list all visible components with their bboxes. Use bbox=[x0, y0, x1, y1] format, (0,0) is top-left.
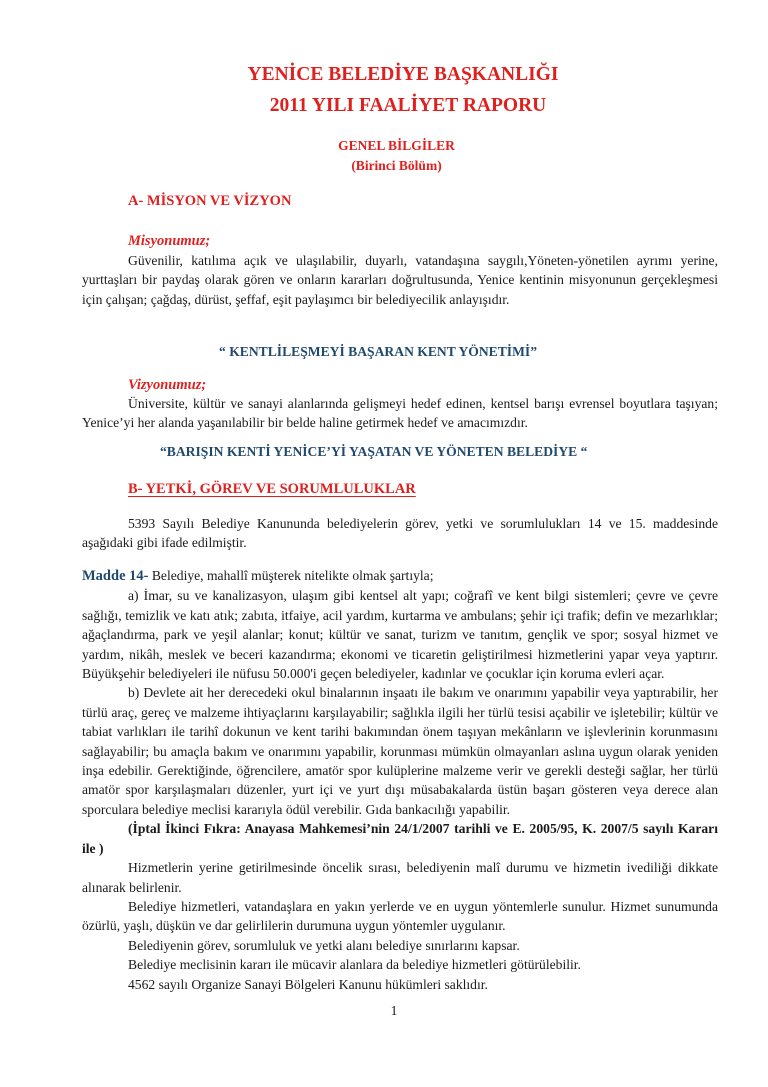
council-paragraph: Belediye meclisinin kararı ile mücavir alanlara da belediye hizmetleri götürülebilir. bbox=[128, 957, 581, 973]
heading-mission-vision: A- MİSYON VE VİZYON bbox=[128, 193, 292, 209]
page-number: 1 bbox=[390, 1003, 398, 1018]
heading-authority-duties: B- YETKİ, GÖREV VE SORUMLULUKLAR bbox=[128, 481, 416, 497]
vision-label: Vizyonumuz; bbox=[128, 377, 207, 393]
mission-label: Misyonumuz; bbox=[128, 233, 211, 249]
section-title: GENEL BİLGİLER bbox=[338, 138, 455, 153]
madde-label: Madde 14- bbox=[82, 568, 149, 584]
law-intro: 5393 Sayılı Belediye Kanununda belediyelerin görev, yetki ve sorumlulukları 14 ve 15. maddesinde aşağıdaki gibi ifade edilmiştir. bbox=[82, 516, 718, 551]
madde-intro: Belediye, mahallî müşterek nitelikte olmak şartıyla; bbox=[148, 568, 434, 583]
section-subtitle: (Birinci Bölüm) bbox=[351, 158, 442, 173]
mission-text: Güvenilir, katılıma açık ve ulaşılabilir, duyarlı, vatandaşına saygılı,Yöneten-yönetilen ayrımı yerine, yurttaşları bir paydaş olarak gören ve onların kararları doğrultusunda, Yenice kentinin misyonunun gerçekleşmesi için çalışan; çağdaş, dürüst, şeffaf, eşit paylaşımcı bir belediyecilik anlayışıdır. bbox=[82, 253, 718, 307]
limits-paragraph: Belediyenin görev, sorumluluk ve yetki alanı belediye sınırlarını kapsar. bbox=[128, 937, 520, 953]
report-title-line2: 2011 YILI FAALİYET RAPORU bbox=[269, 95, 547, 116]
report-title-line1: YENİCE BELEDİYE BAŞKANLIĞI bbox=[247, 64, 559, 85]
madde-item-b: b) Devlete ait her derecedeki okul binalarının inşaatı ile bakım ve onarımını yapabilir veya yaptırabilir, her türlü araç, gereç ve malzeme ihtiyaçlarını karşılayabilir; sağlıkla ilgili her türlü tesisi açabilir ve işletebilir; kültür ve tabiat varlıkları ile tarihî dokunun ve kent tarihi bakımından önem taşıyan mekânların ve işlevlerinin korunmasını sağlayabilir; bu amaçla bakım ve onarımını yapabilir, korunması mümkün olmayanları aslına uygun olarak yeniden inşa edebilir. Gerektiğinde, öğrencilere, amatör spor kulüplerine malzeme verir ve gerekli desteği sağlar, her türlü amatör spor karşılaşmaları düzenler, yurt içi ve yurt dışı müsabakalarda üstün başarı gösteren veya derece alan sporculara belediye meclisi kararıyla ödül verebilir. Gıda bankacılığı yapabilir. bbox=[82, 685, 718, 817]
priority-paragraph: Hizmetlerin yerine getirilmesinde öncelik sırası, belediyenin malî durumu ve hizmetin ivediliği dikkate alınarak belirlenir. bbox=[82, 860, 718, 895]
iptal-note: (İptal İkinci Fıkra: Anayasa Mahkemesi’nin 24/1/2007 tarihli ve E. 2005/95, K. 2007/5 sayılı Kararı ile ) bbox=[82, 821, 718, 856]
mission-slogan: “ KENTLİLEŞMEYİ BAŞARAN KENT YÖNETİMİ” bbox=[219, 344, 538, 359]
services-paragraph: Belediye hizmetleri, vatandaşlara en yakın yerlerde ve en uygun yöntemlerle sunulur. Hizmet sunumunda özürlü, yaşlı, düşkün ve dar gelirlilerin durumuna uygun yöntemler uygulanır. bbox=[82, 898, 718, 934]
madde-item-a: a) İmar, su ve kanalizasyon, ulaşım gibi kentsel alt yapı; coğrafî ve kent bilgi sistemleri; çevre ve çevre sağlığı, temizlik ve katı atık; zabıta, itfaiye, acil yardım, kurtarma ve ambulans; şehir içi trafik; defin ve mezarlıklar; ağaçlandırma, park ve yeşil alanlar; konut; kültür ve sanat, turizm ve tanıtım, gençlik ve spor; sosyal hizmet ve yardım, nikâh, meslek ve beceri kazandırma; ekonomi ve ticaretin geliştirilmesi hizmetlerini yapar veya yaptırır. Büyükşehir belediyeleri ile nüfusu 50.000'i geçen belediyeler, kadınlar ve çocuklar için koruma evleri açar. bbox=[82, 588, 718, 682]
vision-slogan: “BARIŞIN KENTİ YENİCE’Yİ YAŞATAN VE YÖNETEN BELEDİYE “ bbox=[160, 444, 588, 459]
osb-paragraph: 4562 sayılı Organize Sanayi Bölgeleri Kanunu hükümleri saklıdır. bbox=[128, 976, 488, 992]
vision-text: Üniversite, kültür ve sanayi alanlarında gelişmeyi hedef edinen, kentsel barışı evrensel boyutlara taşıyan; Yenice’yi her alanda yaşanılabilir bir belde haline getirmek hedef ve amacımızdır. bbox=[82, 396, 718, 431]
madde-14-heading bbox=[82, 566, 718, 586]
madde-14-block bbox=[82, 566, 718, 994]
